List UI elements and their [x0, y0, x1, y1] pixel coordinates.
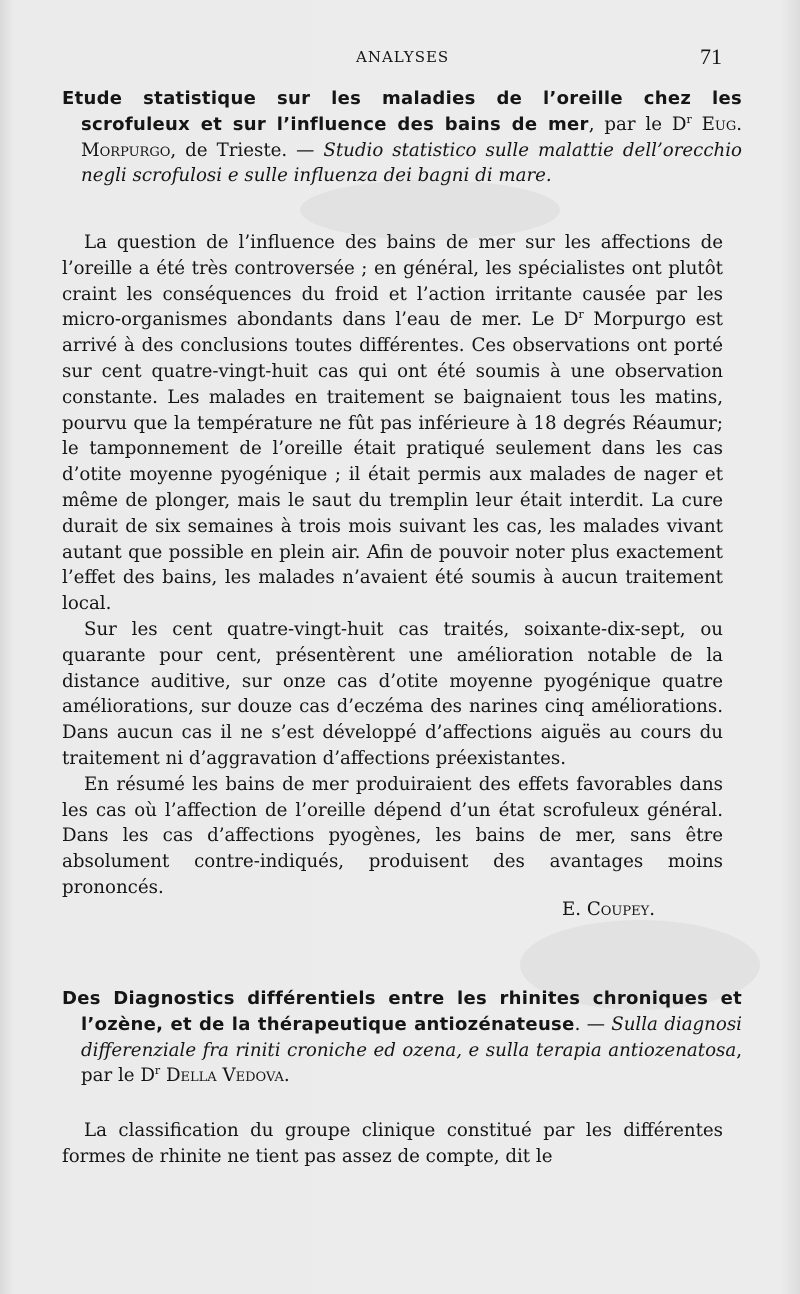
article1-paragraph-2: Sur les cent quatre-vingt-huit cas traités, soixante-dix-sept, ou quarante pour cent, présentèrent une amélioration notable de la distance auditive, sur onze cas d’otite moyenne pyogénique quatre améliorations, sur douze cas d’eczéma des narines cinq améliorations. Dans aucun cas il ne s’est développé d’affections aiguës au cours du traitement ni d’aggravation d’affections préexistantes. — [62, 618, 723, 769]
article2-by-sup: r — [154, 1064, 161, 1078]
article1-body — [62, 230, 723, 923]
article2-author: Della Vedova — [165, 1065, 284, 1087]
article2-body — [62, 1118, 723, 1170]
article2-dash: . — — [574, 1013, 612, 1035]
paragraph-sup: r — [578, 308, 584, 322]
article1-author-first: Eug. — [701, 113, 742, 135]
signature-name: Coupey. — [586, 898, 655, 920]
article1-author-last: Morpurgo — [81, 139, 171, 161]
article1-by: , par le D — [588, 113, 687, 135]
article2-heading — [62, 986, 742, 1089]
paragraph-text: La question de l’influence des bains de mer sur les affections de l’oreille a été très controversée ; en général, les spécialistes ont plutôt craint les conséquences du froid et l’action irritante causée par les micro-organismes abondants dans l’eau de mer. Le D — [62, 232, 723, 331]
article1-italian-title: Studio statistico sulle malattie dell’orecchio negli scrofulosi e sulle influenza dei bagni di mare. — [81, 139, 742, 187]
article2-title: Des Diagnostics différentiels entre les rhinites chroniques et l’ozène, et de la thérapeutique antiozénateuse — [62, 988, 742, 1035]
article1-paragraph-1 — [62, 230, 723, 617]
article1-heading — [62, 86, 742, 189]
article1-title: Etude statistique sur les maladies de l’oreille chez les scrofuleux et sur l’influence des bains de mer — [62, 88, 742, 135]
article2-paragraph-1: La classification du groupe clinique constitué par les différentes formes de rhinite ne tient pas assez de compte, dit le — [62, 1120, 723, 1167]
signature-initial: E. — [562, 898, 587, 920]
article1-paragraph-3: En résumé les bains de mer produiraient des effets favorables dans les cas où l’affection de l’oreille dépend d’un état scrofuleux général. Dans les cas d’affections pyogènes, les bains de mer, sans être absolument contre-indiqués, produisent des avantages moins prononcés. — [62, 773, 723, 898]
article1-by-sup: r — [686, 112, 692, 126]
page-number: 71 — [700, 44, 722, 69]
article2-author-end: . — [283, 1065, 290, 1087]
page-header — [0, 44, 800, 74]
article2-italian-title: Sulla diagnosi differenziale fra riniti croniche ed ozena, e sulla terapia antiozenatosa — [81, 1013, 742, 1061]
article1-author-place: , de Trieste. — — [170, 139, 324, 161]
article2-by: , par le D — [81, 1039, 742, 1087]
running-title: ANALYSES — [356, 48, 450, 66]
paragraph-text: Morpurgo est arrivé à des conclusions toutes différentes. Ces observations ont porté sur cent quatre-vingt-huit cas qui ont été soumis à une observation constante. Les malades en traitement se baignaient tous les matins, pourvu que la température ne fût pas inférieure à 18 degrés Réaumur; le tamponnement de l’oreille était pratiqué seulement dans les cas d’otite moyenne pyogénique ; il était permis aux malades de nager et même de plonger, mais le saut du tremplin leur était interdit. La cure durait de six semaines à trois mois suivant les cas, les malades vivant autant que possible en plein air. Afin de pouvoir noter plus exactement l’effet des bains, les malades n’avaient été soumis à aucun traitement local. — [62, 309, 723, 615]
